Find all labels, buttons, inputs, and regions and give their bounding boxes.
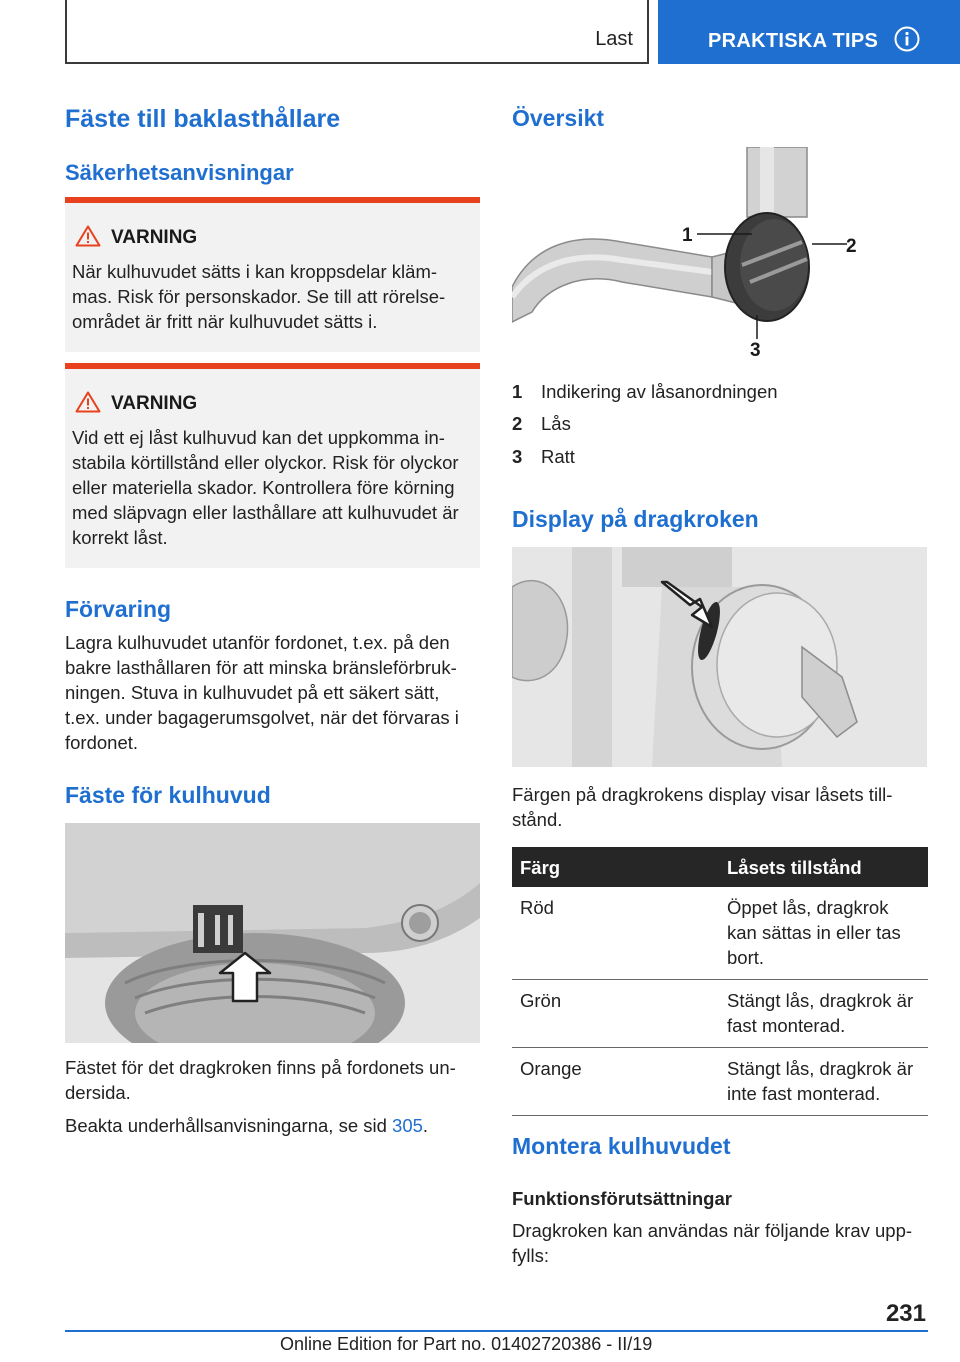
table-header-row <box>512 847 928 887</box>
info-icon[interactable] <box>894 26 920 52</box>
storage-text: Lagra kulhuvudet utanför fordonet, t.ex. på den bakre lasthållaren för att minska bränsleförbruk-ningen. Stuva in kulhuvudet på ett säkert sätt, t.ex. under bagagerumsgolvet, när det förvaras i fordonet. <box>65 632 459 753</box>
display-heading: Display på dragkroken <box>512 506 759 532</box>
color-status-table <box>512 847 928 1116</box>
display-text: Färgen på dragkrokens display visar låsets till-stånd. <box>512 784 893 830</box>
overview-illustration <box>512 147 927 365</box>
table-row: Grön Stängt lås, dragkrok är fast monterad. <box>512 980 928 1048</box>
page-number: 231 <box>885 1300 926 1327</box>
warning-label: VARNING <box>111 227 198 248</box>
page-title: Fäste till baklasthållare <box>65 105 341 133</box>
display-illustration <box>512 547 927 767</box>
warning-triangle-icon <box>75 391 101 413</box>
header-chapter-label: PRAKTISKA TIPS <box>708 30 879 52</box>
warning-text: Vid ett ej låst kulhuvud kan det uppkomma in-stabila körtillstånd eller olyckor. Risk för olyckor eller materiella skador. Kontrollera före körning med släpvagn eller lasthållare att kulhuvudet är korrekt låst. <box>72 427 459 548</box>
page-link-305[interactable]: 305 <box>392 1115 423 1136</box>
safety-heading: Säkerhetsanvisningar <box>65 160 294 185</box>
prereq-text: Dragkroken kan användas när följande krav upp-fylls: <box>512 1220 913 1266</box>
mount-heading: Fäste för kulhuvud <box>65 782 271 808</box>
callout-3: 3 <box>750 340 761 361</box>
callout-2: 2 <box>846 236 857 257</box>
mount-illustration <box>65 823 480 1043</box>
warning-triangle-icon <box>75 225 101 247</box>
footer-edition: Online Edition for Part no. 01402720386 - II/19 <box>280 1334 653 1354</box>
header-section-box <box>65 0 649 64</box>
header-chapter-tab[interactable] <box>658 0 960 64</box>
callout-1: 1 <box>682 225 693 246</box>
warning-text: När kulhuvudet sätts i kan kroppsdelar kläm-mas. Risk för personskador. Se till att rörelse-området är fritt när kulhuvudet sätts i. <box>72 261 446 332</box>
prereq-heading: Funktionsförutsättningar <box>512 1188 732 1209</box>
maintenance-note: Beakta underhållsanvisningarna, se sid 305. <box>65 1115 429 1136</box>
table-header-color: Färg <box>512 847 719 887</box>
table-header-status: Låsets tillstånd <box>719 847 928 887</box>
warning-label: VARNING <box>111 393 198 414</box>
table-row: Orange Stängt lås, dragkrok är inte fast monterad. <box>512 1048 928 1116</box>
warning-box-1 <box>65 197 480 352</box>
overview-heading: Översikt <box>512 105 605 131</box>
warning-box-2 <box>65 363 480 568</box>
table-row: Röd Öppet lås, dragkrok kan sättas in eller tas bort. <box>512 887 928 980</box>
mount-text: Fästet för det dragkroken finns på fordonets un-dersida. <box>65 1057 456 1103</box>
header-section-label: Last <box>595 28 633 50</box>
storage-heading: Förvaring <box>65 596 172 622</box>
footer-divider <box>65 1330 928 1332</box>
install-heading: Montera kulhuvudet <box>512 1133 731 1159</box>
